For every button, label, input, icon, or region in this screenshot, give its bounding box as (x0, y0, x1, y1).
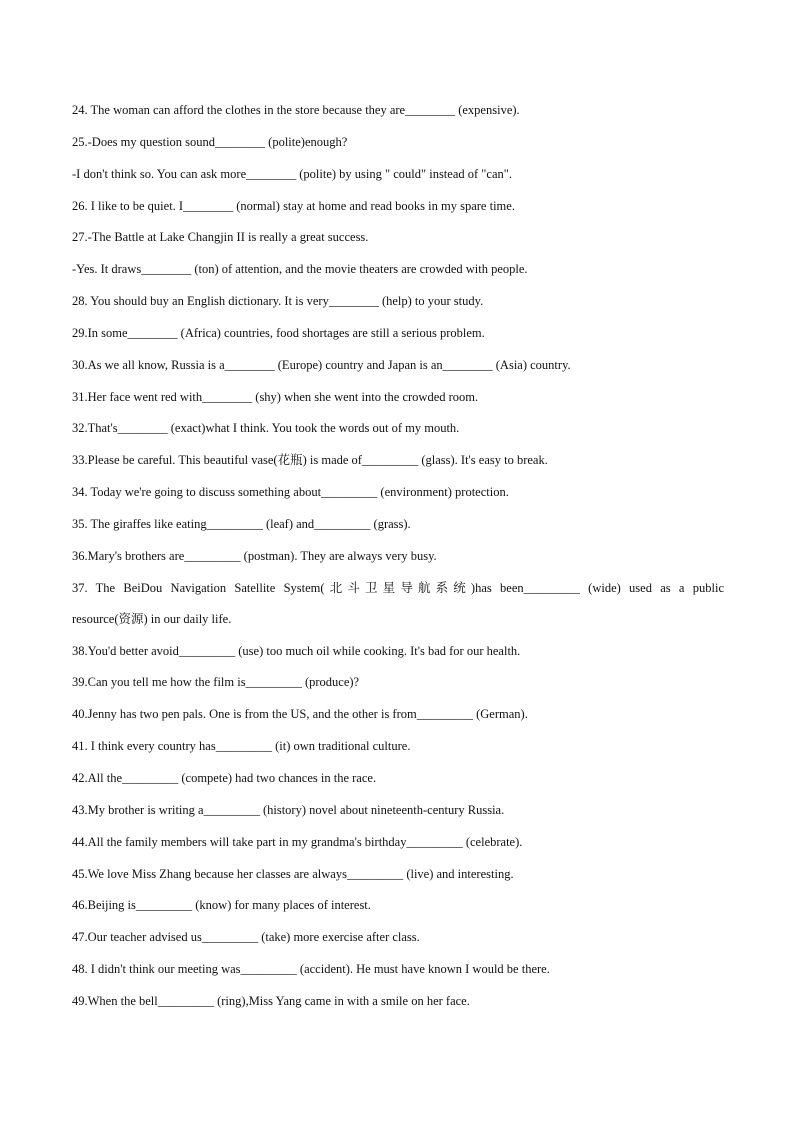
question-44: 44.All the family members will take part in my grandma's birthday_________ (celebrate). (72, 834, 523, 849)
question-26: 26. I like to be quiet. I________ (normal) stay at home and read books in my spare time. (72, 198, 515, 213)
question-43: 43.My brother is writing a_________ (history) novel about nineteenth-century Russia. (72, 802, 505, 817)
question-34: 34. Today we're going to discuss something about_________ (environment) protection. (72, 485, 509, 500)
question-29: 29.In some________ (Africa) countries, food shortages are still a serious problem. (72, 325, 485, 340)
question-36: 36.Mary's brothers are_________ (postman). They are always very busy. (72, 548, 437, 563)
question-28: 28. You should buy an English dictionary. It is very________ (help) to your study. (72, 294, 484, 309)
question-25-reply: -I don't think so. You can ask more________ (polite) by using " could" instead of "can". (72, 166, 512, 181)
question-39: 39.Can you tell me how the film is_________ (produce)? (72, 675, 360, 690)
question-49: 49.When the bell_________ (ring),Miss Yang came in with a smile on her face. (72, 993, 470, 1008)
question-25: 25.-Does my question sound________ (polite)enough? (72, 134, 348, 149)
question-38: 38.You'd better avoid_________ (use) too much oil while cooking. It's bad for our health. (72, 643, 521, 658)
question-31: 31.Her face went red with________ (shy) when she went into the crowded room. (72, 389, 479, 404)
question-46: 46.Beijing is_________ (know) for many places of interest. (72, 898, 371, 913)
question-42: 42.All the_________ (compete) had two chances in the race. (72, 770, 377, 785)
question-30: 30.As we all know, Russia is a________ (Europe) country and Japan is an________ (Asia) country. (72, 357, 571, 372)
question-33: 33.Please be careful. This beautiful vase(花瓶) is made of_________ (glass). It's easy to break. (72, 453, 548, 468)
question-47: 47.Our teacher advised us_________ (take) more exercise after class. (72, 930, 420, 945)
question-27-reply: -Yes. It draws________ (ton) of attention, and the movie theaters are crowded with people. (72, 262, 528, 277)
question-35: 35. The giraffes like eating_________ (leaf) and_________ (grass). (72, 516, 411, 531)
question-37: 37. The BeiDou Navigation Satellite System(北斗卫星导航系统)has been_________ (wide) used as a public (72, 580, 724, 595)
question-32: 32.That's________ (exact)what I think. You took the words out of my mouth. (72, 421, 460, 436)
question-41: 41. I think every country has_________ (it) own traditional culture. (72, 739, 411, 754)
question-24: 24. The woman can afford the clothes in the store because they are________ (expensive). (72, 103, 520, 117)
question-40: 40.Jenny has two pen pals. One is from the US, and the other is from_________ (German). (72, 707, 528, 722)
question-37-continuation: resource(资源) in our daily life. (72, 611, 232, 626)
exercise-list (72, 101, 724, 1024)
question-45: 45.We love Miss Zhang because her classes are always_________ (live) and interesting. (72, 866, 514, 881)
question-27: 27.-The Battle at Lake Changjin II is really a great success. (72, 230, 369, 245)
question-48: 48. I didn't think our meeting was_________ (accident). He must have known I would be there. (72, 962, 550, 977)
